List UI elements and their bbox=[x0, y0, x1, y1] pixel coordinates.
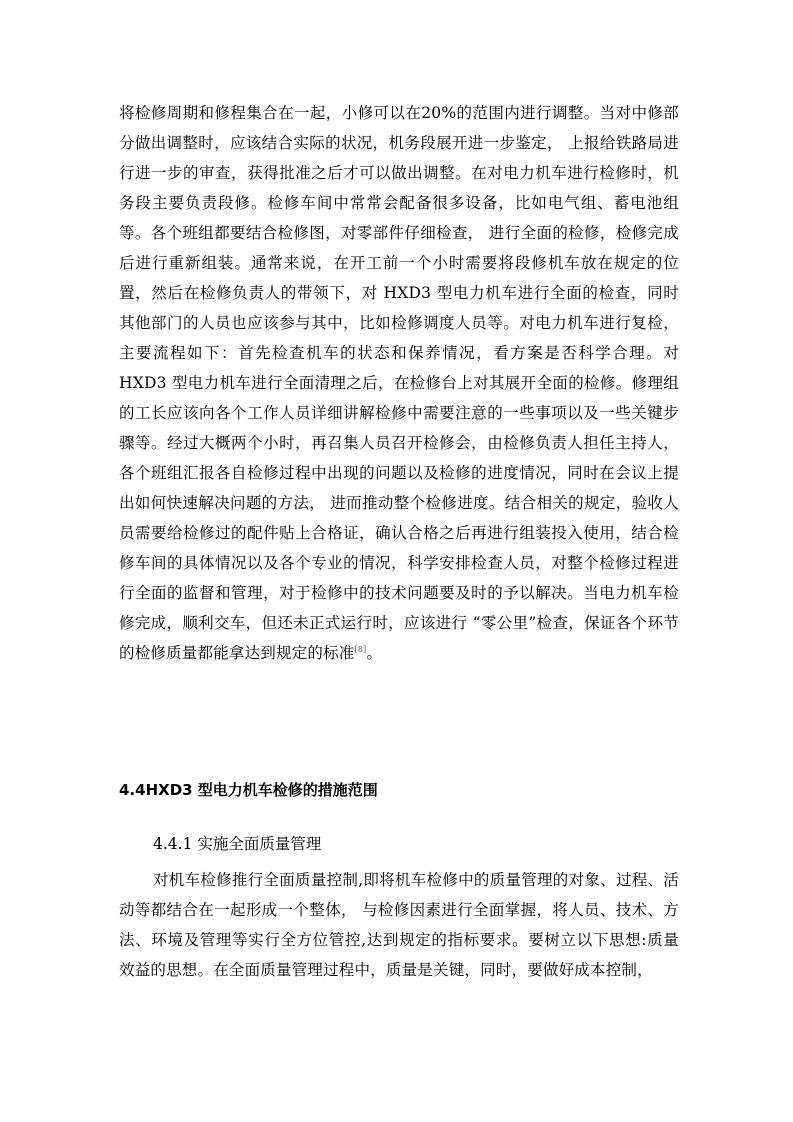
body-paragraph-2: 对机车检修推行全面质量控制,即将机车检修中的质量管理的对象、过程、活动等都结合在一起形成一个整体， 与检修因素进行全面掌握，将人员、技术、方法、环境及管理等实行全方位管控,达到规定的指标要求。要树立以下思想:质量效益的思想。在全面质量管理过程中，质量是关键，同时，要做好成本控制， bbox=[119, 871, 679, 979]
body-paragraph-1 bbox=[119, 98, 679, 668]
paragraph-1-end: 。 bbox=[366, 644, 383, 662]
citation-reference: [8] bbox=[354, 644, 367, 654]
paragraph-1-text: 将检修周期和修程集合在一起，小修可以在20%的范围内进行调整。当对中修部分做出调整时，应该结合实际的状况，机务段展开进一步鉴定， 上报给铁路局进行进一步的审查，获得批准之后才可以做出调整。在对电力机车进行检修时，机务段主要负责段修。检修车间中常常会配备很多设备，比如电气组、蓄电池组等。各个班组都要结合检修图，对零部件仔细检查， 进行全面的检修，检修完成后进行重新组装。通常来说，在开工前一个小时需要将段修机车放在规定的位置，然后在检修负责人的带领下，对 HXD3 型电力机车进行全面的检查，同时其他部门的人员也应该参与其中，比如检修调度人员等。对电力机车进行复检，主要流程如下：首先检查机车的状态和保养情况，看方案是否科学合理。对 HXD3 型电力机车进行全面清理之后，在检修台上对其展开全面的检修。修理组的工长应该向各个工作人员详细讲解检修中需要注意的一些事项以及一些关键步骤等。经过大概两个小时，再召集人员召开检修会，由检修负责人担任主持人，各个班组汇报各自检修过程中出现的问题以及检修的进度情况，同时在会议上提出如何快速解决问题的方法， 进而推动整个检修进度。结合相关的规定，验收人员需要给检修过的配件贴上合格证，确认合格之后再进行组装投入使用，结合检修车间的具体情况以及各个专业的情况，科学安排检查人员，对整个检修过程进行全面的监督和管理，对于检修中的技术问题要及时的予以解决。当电力机车检修完成，顺利交车，但还未正式运行时，应该进行 “零公里”检查，保证各个环节的检修质量都能拿达到规定的标准 bbox=[119, 104, 679, 662]
subsection-heading: 4.4.1 实施全面质量管理 bbox=[153, 835, 322, 853]
section-heading: 4.4HXD3 型电力机车检修的措施范围 bbox=[119, 781, 378, 799]
